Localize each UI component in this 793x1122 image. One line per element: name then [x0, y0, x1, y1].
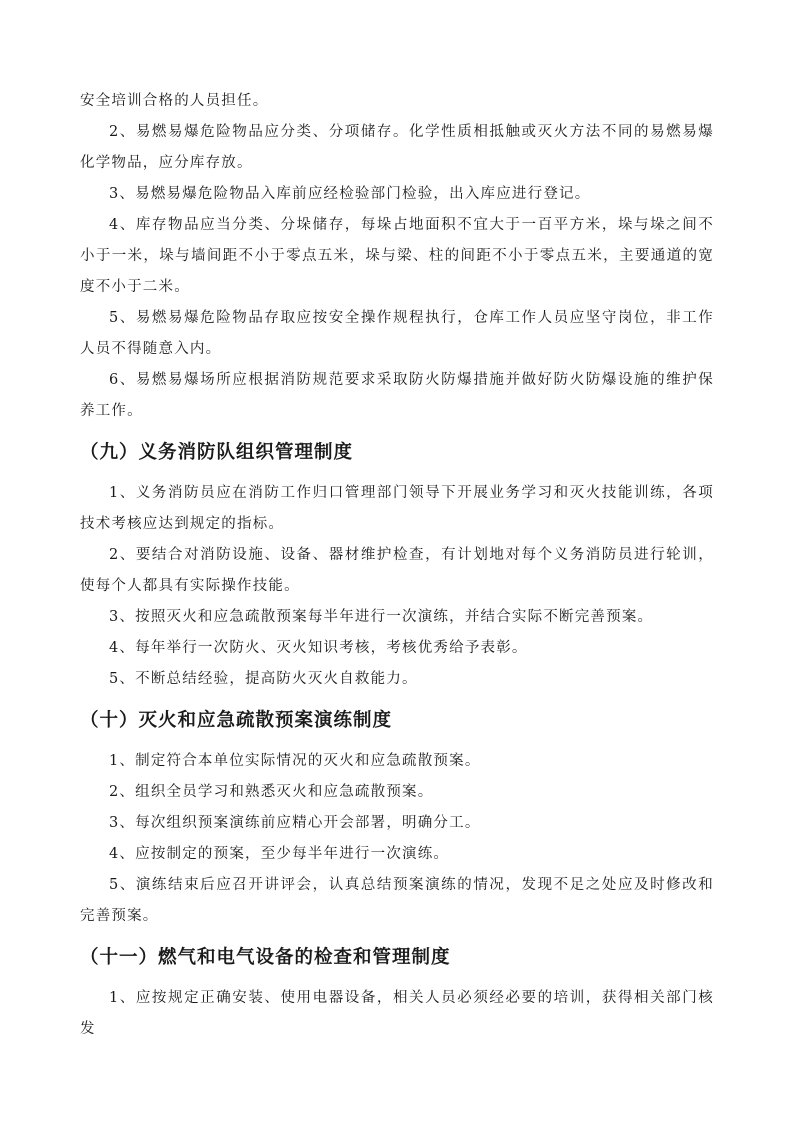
paragraph: 5、易燃易爆危险物品存取应按安全操作规程执行，仓库工作人员应坚守岗位，非工作人员不得随意入内。 [80, 310, 714, 357]
paragraph: 2、易燃易爆危险物品应分类、分项储存。化学性质相抵触或灭火方法不同的易燃易爆化学物品，应分库存放。 [80, 124, 714, 171]
paragraph: 5、演练结束后应召开讲评会，认真总结预案演练的情况，发现不足之处应及时修改和完善预案。 [80, 877, 714, 924]
paragraph: 1、制定符合本单位实际情况的灭火和应急疏散预案。 [109, 753, 481, 769]
paragraph: 4、应按制定的预案，至少每半年进行一次演练。 [109, 846, 450, 862]
paragraph: 2、组织全员学习和熟悉灭火和应急疏散预案。 [109, 784, 434, 800]
section-heading-11: （十一）燃气和电气设备的检查和管理制度 [80, 947, 451, 968]
paragraph: 3、按照灭火和应急疏散预案每半年进行一次演练，并结合实际不断完善预案。 [109, 609, 654, 625]
paragraph: 2、要结合对消防设施、设备、器材维护检查，有计划地对每个义务消防员进行轮训，使每个人都具有实际操作技能。 [80, 547, 714, 594]
section-heading-9: （九）义务消防队组织管理制度 [80, 442, 354, 463]
paragraph: 4、库存物品应当分类、分垛储存，每垛占地面积不宜大于一百平方米，垛与垛之间不小于一米，垛与墙间距不小于零点五米，垛与梁、柱的间距不小于零点五米，主要通道的宽度不小于二米。 [80, 217, 714, 295]
paragraph: 5、不断总结经验，提高防火灭火自救能力。 [109, 671, 418, 687]
paragraph: 4、每年举行一次防火、灭火知识考核，考核优秀给予表彰。 [109, 640, 528, 656]
paragraph: 3、易燃易爆危险物品入库前应经检验部门检验，出入库应进行登记。 [109, 186, 591, 202]
paragraph: 安全培训合格的人员担任。 [80, 93, 269, 109]
paragraph: 6、易燃易爆场所应根据消防规范要求采取防火防爆措施并做好防火防爆设施的维护保养工作。 [80, 372, 714, 419]
paragraph: 1、义务消防员应在消防工作归口管理部门领导下开展业务学习和灭火技能训练，各项技术考核应达到规定的指标。 [80, 485, 714, 532]
paragraph: 1、应按规定正确安装、使用电器设备，相关人员必须经必要的培训，获得相关部门核发 [80, 990, 714, 1037]
document-page [80, 86, 714, 1045]
section-heading-10: （十）灭火和应急疏散预案演练制度 [80, 710, 393, 731]
paragraph: 3、每次组织预案演练前应精心开会部署，明确分工。 [109, 815, 481, 831]
